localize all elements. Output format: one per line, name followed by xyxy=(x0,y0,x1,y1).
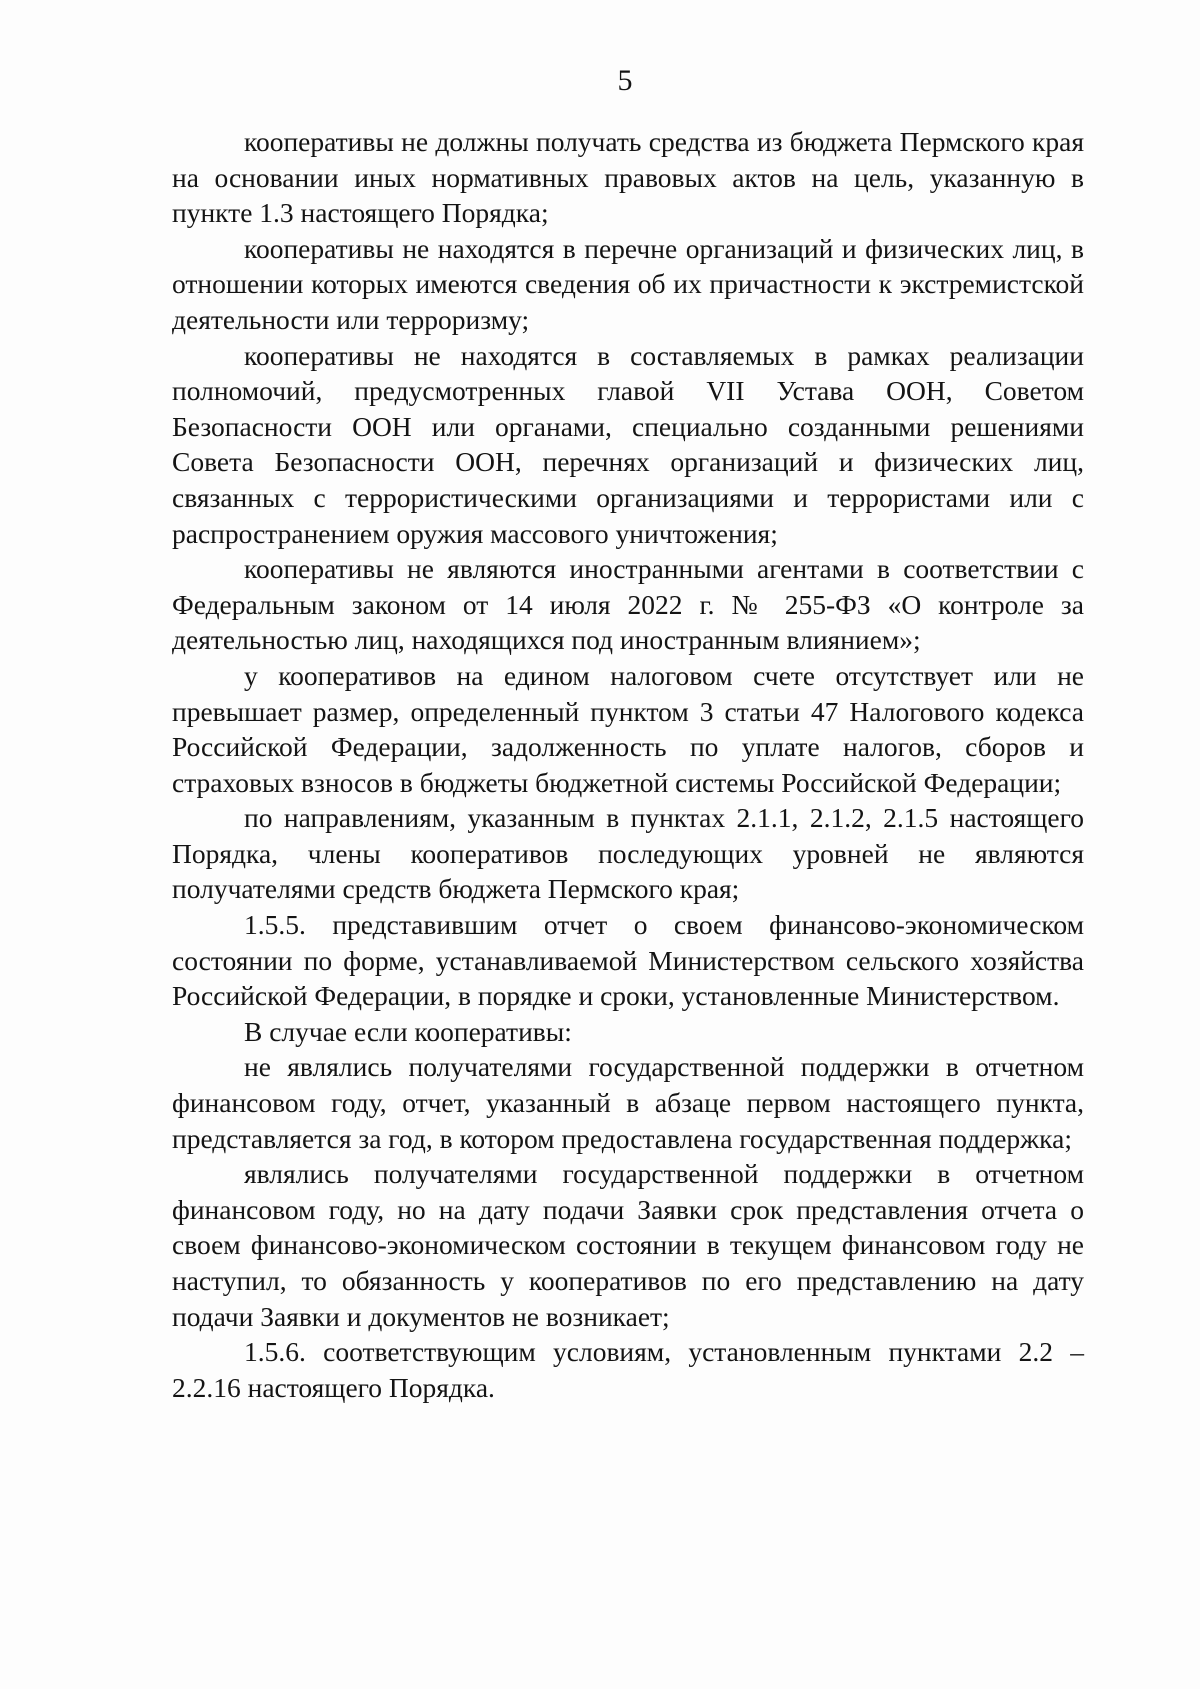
paragraph-budget-funds: кооперативы не должны получать средства из бюджета Пермского края на основании иных нормативных правовых актов на цель, указанную в пункте 1.3 настоящего Порядка; xyxy=(172,126,1084,229)
paragraph-cooperative-members: по направлениям, указанным в пунктах 2.1.1, 2.1.2, 2.1.5 настоящего Порядка, члены кооперативов последующих уровней не являются получателями средств бюджета Пермского края; xyxy=(172,802,1084,905)
paragraph-were-recipients: являлись получателями государственной поддержки в отчетном финансовом году, но на дату подачи Заявки срок представления отчета о своем финансово-экономическом состоянии в текущем финансовом году не наступил, то обязанность у кооперативов по его представлению на дату подачи Заявки и документов не возникает; xyxy=(172,1158,1084,1332)
paragraph-case-intro: В случае если кооперативы: xyxy=(244,1015,572,1047)
page-number: 5 xyxy=(617,64,633,97)
paragraph-extremism-list: кооперативы не находятся в перечне организаций и физических лиц, в отношении которых имеются сведения об их причастности к экстремистской деятельности или терроризму; xyxy=(172,232,1084,335)
paragraph-not-recipients: не являлись получателями государственной поддержки в отчетном финансовом году, отчет, указанный в абзаце первом настоящего пункта, представляется за год, в котором предоставлена государственная поддержка; xyxy=(172,1051,1084,1154)
paragraph-un-security-council-lists: кооперативы не находятся в составляемых в рамках реализации полномочий, предусмотренных главой VII Устава ООН, Советом Безопасности ООН или органами, специально созданными решениями Совета Безопасности ООН, перечнях организаций и физических лиц, связанных с террористическими организациями и террористами или с распространением оружия массового уничтожения; xyxy=(172,339,1084,549)
paragraph-1-5-5: 1.5.5. представившим отчет о своем финансово-экономическом состоянии по форме, устанавливаемой Министерством сельского хозяйства Российской Федерации, в порядке и сроки, установленные Министерством. xyxy=(172,909,1084,1012)
paragraph-tax-debt: у кооперативов на едином налоговом счете отсутствует или не превышает размер, определенный пунктом 3 статьи 47 Налогового кодекса Российской Федерации, задолженность по уплате налогов, сборов и страховых взносов в бюджеты бюджетной системы Российской Федерации; xyxy=(172,659,1084,798)
paragraph-foreign-agents: кооперативы не являются иностранными агентами в соответствии с Федеральным законом от 14 июля 2022 г. № 255-ФЗ «О контроле за деятельностью лиц, находящихся под иностранным влиянием»; xyxy=(172,553,1084,656)
document-body xyxy=(172,124,1084,1405)
paragraph-1-5-6: 1.5.6. соответствующим условиям, установленным пунктами 2.2 – 2.2.16 настоящего Порядка. xyxy=(172,1336,1084,1403)
